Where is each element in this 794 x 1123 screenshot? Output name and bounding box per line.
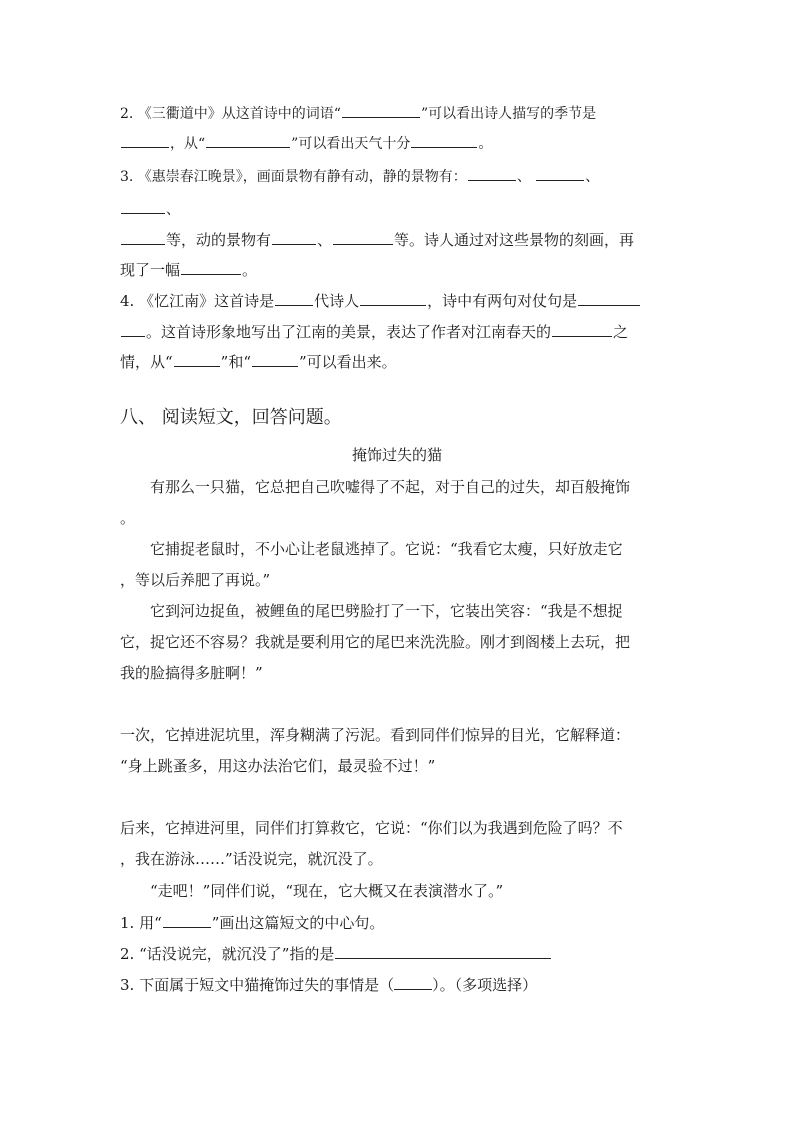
passage-p5-line-1: 后来，它掉进河里，同伴们打算救它，它说：“你们以为我遇到危险了吗？不 xyxy=(120,819,623,837)
q4-text-e: 之 xyxy=(613,323,629,341)
passage-p3-line-2: 它，捉它还不容易？我就是要利用它的尾巴来洗洗脸。刚才到阁楼上去玩，把 xyxy=(120,633,631,651)
q4-text-f: 情，从“ xyxy=(120,353,173,371)
q2-blank-3[interactable] xyxy=(206,132,290,148)
q3-text-h: 现了一幅 xyxy=(120,261,181,279)
q2-blank-4[interactable] xyxy=(411,132,477,148)
passage-p2-line-2: ，等以后养肥了再说。” xyxy=(120,571,271,589)
q3-blank-5[interactable] xyxy=(272,229,316,245)
q2-text-e: 。 xyxy=(478,136,493,152)
passage-p2-line-1: 它捕捉老鼠时，不小心让老鼠逃掉了。它说：“我看它太瘦，只好放走它 xyxy=(150,540,623,558)
q2-line-2 xyxy=(120,132,492,154)
passage-p1-line-2: 。 xyxy=(120,509,136,527)
passage-p3-line-3: 我的脸搞得多脏啊！” xyxy=(120,664,263,682)
q3-blank-2[interactable] xyxy=(536,165,584,181)
q4-line-1 xyxy=(120,290,641,311)
q3-text-b: 、 xyxy=(516,169,531,185)
passage-p4-line-1: 一次，它掉进泥坑里，浑身糊满了污泥。看到同伴们惊异的目光，它解释道： xyxy=(120,726,631,744)
q4-blank-1[interactable] xyxy=(275,290,313,306)
q3-blank-1[interactable] xyxy=(468,165,516,181)
q3-text-g: 等。诗人通过对这些景物的刻画，再 xyxy=(394,231,635,249)
q3-line-3 xyxy=(120,229,634,250)
passage-title: 掩饰过失的猫 xyxy=(351,446,442,464)
q3-blank-7[interactable] xyxy=(181,259,241,275)
reading-q1-text-b: ”画出这篇短文的中心句。 xyxy=(211,914,385,932)
q2-blank-2[interactable] xyxy=(121,132,169,148)
q2-text-d: ”可以看出天气十分 xyxy=(291,136,411,152)
q2-text-b: ”可以看出诗人描写的季节是 xyxy=(420,106,597,122)
q4-blank-5[interactable] xyxy=(552,321,612,337)
q4-blank-2[interactable] xyxy=(360,290,426,306)
reading-q3-text-a: 3. 下面属于短文中猫掩饰过失的事情是（ xyxy=(120,976,395,994)
passage-p5-line-2: ，我在游泳……”话没说完，就沉没了。 xyxy=(120,850,383,868)
q4-blank-7[interactable] xyxy=(252,351,298,367)
q3-text-f: 、 xyxy=(317,231,333,249)
q3-blank-3[interactable] xyxy=(121,198,165,214)
q4-line-2 xyxy=(120,321,628,342)
q4-blank-6[interactable] xyxy=(174,351,220,367)
passage-p1-line-1: 有那么一只猫，它总把自己吹嘘得了不起，对于自己的过失，却百般掩饰 xyxy=(150,478,631,496)
q2-blank-1[interactable] xyxy=(342,102,420,118)
reading-q3-text-b: ）。（多项选择） xyxy=(432,976,538,994)
q3-blank-4[interactable] xyxy=(121,229,165,245)
q4-text-c: ，诗中有两句对仗句是 xyxy=(427,292,578,310)
q2-text-a: 2. 《三衢道中》从这首诗中的词语“ xyxy=(120,106,341,122)
q3-text-i: 。 xyxy=(242,261,258,279)
q3-line-1 xyxy=(120,165,599,187)
passage-p6-line-1: “走吧！”同伴们说，“现在，它大概又在表演潜水了。” xyxy=(150,882,504,900)
passage-p3-line-1: 它到河边捉鱼，被鲤鱼的尾巴劈脸打了一下，它装出笑容：“我是不想捉 xyxy=(150,602,623,620)
reading-q1-text-a: 1. 用“ xyxy=(120,914,162,932)
q4-text-d: 。这首诗形象地写出了江南的美景，表达了作者对江南春天的 xyxy=(146,323,552,341)
q3-line-2 xyxy=(120,198,180,220)
reading-q3-blank[interactable] xyxy=(394,974,432,990)
q3-text-c: 、 xyxy=(585,169,600,185)
reading-q1-blank[interactable] xyxy=(163,912,211,928)
q2-text-c: ，从“ xyxy=(170,136,206,152)
q4-blank-3[interactable] xyxy=(578,290,640,306)
q4-text-a: 4. 《忆江南》这首诗是 xyxy=(120,292,275,310)
passage-p4-line-2: “身上跳蚤多，用这办法治它们，最灵验不过！” xyxy=(120,757,436,775)
q3-blank-6[interactable] xyxy=(333,229,393,245)
q3-text-e: 等，动的景物有 xyxy=(166,231,272,249)
q2-line-1 xyxy=(120,102,596,124)
q4-line-3 xyxy=(120,351,397,372)
reading-q2 xyxy=(120,943,552,964)
q4-text-b: 代诗人 xyxy=(314,292,360,310)
q3-line-4 xyxy=(120,259,257,280)
reading-q2-blank[interactable] xyxy=(335,943,551,959)
section-8-heading: 八、 阅读短文，回答问题。 xyxy=(120,407,342,428)
q4-text-h: ”可以看出来。 xyxy=(299,353,397,371)
reading-q1 xyxy=(120,912,384,933)
q4-text-g: ”和“ xyxy=(220,353,252,371)
reading-q3 xyxy=(120,974,537,995)
reading-q2-text-a: 2. “话没说完，就沉没了”指的是 xyxy=(120,945,335,963)
q3-text-d: 、 xyxy=(166,202,180,218)
q4-blank-4[interactable] xyxy=(121,321,145,337)
q3-text-a: 3. 《惠崇春江晚景》，画面景物有静有动，静的景物有： xyxy=(120,169,467,185)
